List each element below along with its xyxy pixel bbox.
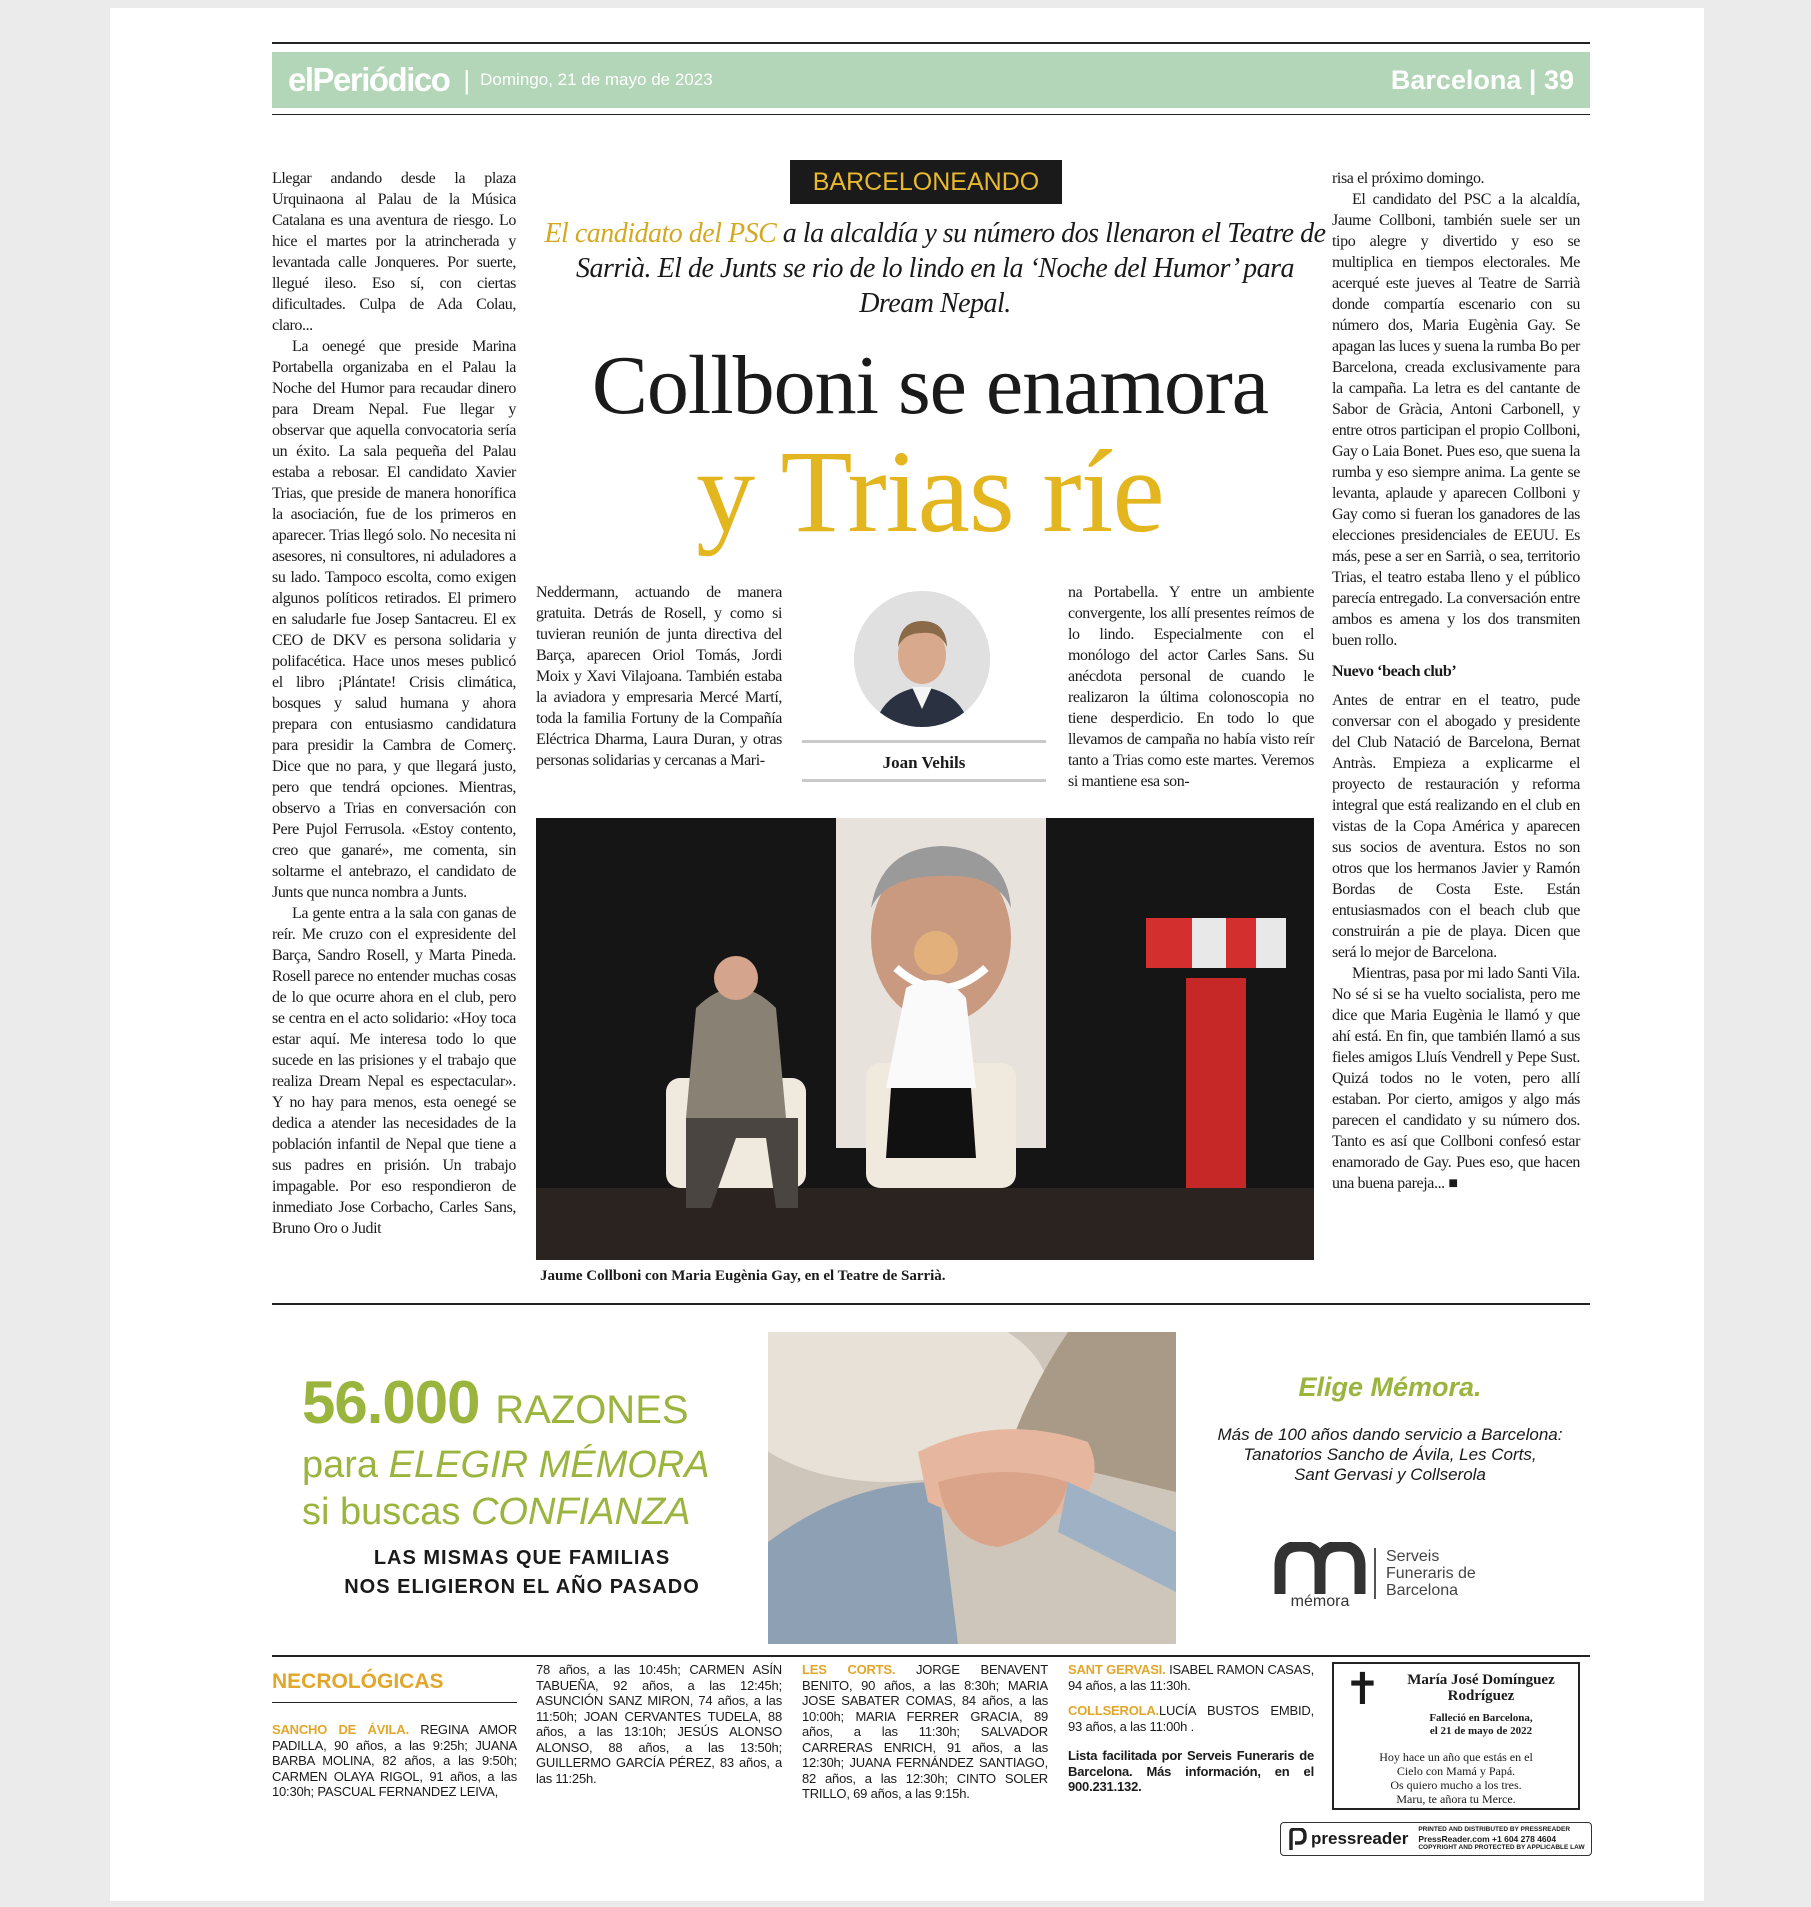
- article-photo: [536, 818, 1314, 1260]
- photo-caption: Jaume Collboni con Maria Eugènia Gay, en el Teatre de Sarrià.: [540, 1268, 946, 1284]
- paragraph: Mientras, pasa por mi lado Santi Vila. No sé si se ha vuelto socialista, pero me dice que Maria Eugènia le llamó y que ahí está. En fin, que también llamó a sus fieles amigos Lluís Vendrell y Pepe Sust. Quizá todos no le voten, pero allí estaban. Por cierto, amigos y algo más parecen el candidato y su número dos. Tanto es así que Collboni confesó estar enamorado de Gay. Pues eso, que hacen una buena pareja... ■: [1332, 965, 1580, 1192]
- paragraph: La oenegé que preside Marina Portabella organizaba en el Palau la Noche del Humor para recaudar dinero para Dream Nepal. Fue llegar y observar que aquella convocatoria sería un éxito. La sala pequeña del Palau estaba a rebosar. El candidato Xavier Trias, que preside de manera honorífica la asociación, fue de los primeros en aparecer. Trias llegó solo. No necesita ni asesores, ni consultores, ni aduladores a su lado. Tampoco escolta, como exigen algunos políticos retirados. El primero en saludarle fue Josep Santacreu. El ex CEO de DKV es persona solidaria y polifacética. Hace unos meses publicó el libro ¡Plántate! Crisis climática, bosques y salud humana y ahora prepara con entusiasmo candidatura para presidir la Cambra de Comerç. Dice que no para, y que llegará justo, pero que tendrá opciones. Mientras, observo a Trias en conversación con Pere Pujol Ferrusola. «Estoy contento, creo que ganaré», me comenta, sin soltarme el antebrazo, el candidato de Junts que nunca nombra a Junts.: [272, 338, 516, 901]
- obituary-message: Hoy hace un año que estás en el Cielo con Mamá y Papá. Os quiero mucho a los tres. Maru, te añora tu Merce.: [1379, 1750, 1533, 1806]
- memora-logo: [1270, 1542, 1370, 1611]
- necrologicas-col-3: LES CORTS. JORGE BENAVENT BENITO, 90 años, a las 8:30h; MARIA JOSE SABATER COMAS, 84 años, a las 10:00h; MARIA FERRER GRACIA, 89 años, a las 11:30h; SALVADOR CARRERAS ENRICH, 91 años, a las 12:30h; JUANA FERNÁNDEZ SANTIAGO, 82 años, a las 12:30h; CINTO SOLER TRILLO, 69 años, a las 9:15h.: [802, 1662, 1048, 1801]
- article-column-2: [536, 582, 782, 771]
- subheading: Nuevo ‘beach club’: [1332, 663, 1457, 680]
- author-byline: Joan Vehils: [802, 740, 1046, 782]
- header-rule: [272, 114, 1590, 115]
- memora-m-icon: [1274, 1542, 1366, 1594]
- ad-tagline: LAS MISMAS QUE FAMILIAS NOS ELIGIERON EL AÑO PASADO: [344, 1547, 700, 1598]
- deck-text: a la alcaldía y su número dos llenaron el Teatre de Sarrià. El de Junts se rio de lo lindo en la ‘Noche del Humor’ para Dream Nepal.: [575, 218, 1326, 319]
- pressreader-brand: pressreader: [1311, 1829, 1409, 1848]
- ad-number: 56.000: [302, 1369, 480, 1436]
- paragraph: na Portabella. Y entre un ambiente convergente, los allí presentes reímos de lo lindo. Especialmente con el monólogo del actor Carles Sans. Su anécdota personal de cuando le realizaron la última colonoscopia no tiene desperdicio. En todo lo que llevamos de campaña no había visto reír tanto a Trias como este martes. Veremos si mantiene esa son-: [1068, 584, 1314, 790]
- article-deck: [540, 216, 1330, 321]
- paragraph: El candidato del PSC a la alcaldía, Jaume Collboni, también suele ser un tipo alegre y divertido y eso se multiplica en tiempos electorales. Me acerqué este jueves al Teatre de Sarrià donde compartía escenario con su número dos, Maria Eugènia Gay. Se apagan las luces y suena la rumba Bo per Barcelona, creada exclusivamente para la campaña. La letra es del cantante de Sabor de Gràcia, Antoni Carbonell, y entre otros participan el propio Collboni, Gay o Laia Bonet. Pues eso, que suena la rumba y eso siempre anima. La gente se levanta, aplaude y aparecen Collboni y Gay como si fueran los ganadores de las elecciones presidenciales de EEUU. Es más, pese a ser en Sarrià, o sea, territorio Trias, el teatro estaba lleno y el público parecía entregado. La conversación entre ambos es amena y los dos transmiten buen rollo.: [1332, 191, 1580, 649]
- necrologicas-col-1: SANCHO DE ÁVILA. REGINA AMOR PADILLA, 90 años, a las 9:25h; JUANA BARBA MOLINA, 82 años, a las 9:50h; CARMEN OLAYA RIGOL, 91 años, a las 10:30h; PASCUAL FERNANDEZ LEIVA,: [272, 1722, 518, 1799]
- newspaper-logo: elPeriódico: [288, 61, 450, 98]
- memora-subbrand: Serveis Funeraris de Barcelona: [1374, 1548, 1476, 1599]
- article-column-3: [1068, 582, 1314, 792]
- ad-bottom-rule: [272, 1655, 1590, 1657]
- ad-slogan: Elige Mémora.: [1298, 1372, 1482, 1402]
- necrologicas-col-4: SANT GERVASI. ISABEL RAMON CASAS, 94 años, a las 11:30h. COLLSEROLA.LUCÍA BUSTOS EMBID, 93 años, a las 11:00h . Lista facilitada por Serveis Funeraris de Barcelona. Más información, en el 900.231.132.: [1068, 1662, 1315, 1794]
- hands-photo-illustration: [768, 1332, 1176, 1644]
- paragraph: risa el próximo domingo.: [1332, 170, 1485, 187]
- necrologicas-heading: NECROLÓGICAS: [272, 1670, 517, 1703]
- page-header: [272, 52, 1590, 108]
- header-section: Barcelona | 39: [1390, 64, 1574, 95]
- obituary-death: Falleció en Barcelona, el 21 de mayo de 2022: [1429, 1712, 1533, 1737]
- author-portrait: [854, 591, 990, 727]
- obituary-name: María José Domínguez Rodríguez: [1407, 1672, 1555, 1704]
- ad-photo: [768, 1332, 1176, 1644]
- stage-photo-illustration: [536, 818, 1314, 1260]
- paragraph: Antes de entrar en el teatro, pude conversar con el abogado y presidente del Club Natació de Barcelona, Bernat Antràs. Empieza a explicarme el proyecto de restauración y reforma integral que está realizando en el club en vistas de la Copa América y aparecen sus socios de aventura. Estos no son otros que los hermanos Javier y Ramón Bordas de Costa Este. Están entusiasmados con el beach club que construirán a pie de playa. Dicen que será lo mejor de Barcelona.: [1332, 692, 1580, 961]
- cross-icon: ✝: [1344, 1665, 1381, 1714]
- header-date: Domingo, 21 de mayo de 2023: [480, 70, 713, 89]
- section-kicker: BARCELONEANDO: [790, 160, 1062, 204]
- headline-line-2: y Trias ríe: [696, 426, 1164, 557]
- article-column-4: [1332, 168, 1580, 1290]
- article-bottom-rule: [272, 1303, 1590, 1305]
- ad-elegir: ELEGIR MÉMORA: [388, 1444, 710, 1486]
- top-rule: [272, 42, 1590, 44]
- article-column-1: [272, 168, 516, 1290]
- page-number: 39: [1543, 64, 1574, 95]
- ad-description: Más de 100 años dando servicio a Barcelona: Tanatorios Sancho de Ávila, Les Corts, Sant Gervasi y Collserola: [1217, 1425, 1563, 1484]
- pressreader-icon: [1287, 1828, 1307, 1850]
- pressreader-legal: PRINTED AND DISTRIBUTED BY PRESSREADER PressReader.com +1 604 278 4604 COPYRIGHT AND PROTECTED BY APPLICABLE LAW: [1418, 1826, 1585, 1851]
- ad-confianza: CONFIANZA: [470, 1491, 691, 1533]
- obituary-notice: [1332, 1662, 1580, 1810]
- paragraph: Neddermann, actuando de manera gratuita. Detrás de Rosell, y como si tuvieran reunión de junta directiva del Barça, aparecen Oriol Tomás, Jordi Moix y Xavi Vilajoana. También estaba la aviadora y empresaria Mercé Martí, toda la familia Fortuny de la Compañía Eléctrica Dharma, Laura Duran, y otras personas solidarias y cercanas a Mari-: [536, 584, 782, 769]
- paragraph: La gente entra a la sala con ganas de reír. Me cruzo con el expresidente del Barça, Sandro Rosell, y Marta Pineda. Rosell parece no entender muchas cosas de lo que ocurre ahora en el club, pero se centra en el acto solidario: «Hoy toca estar aquí. Me interesa todo lo que sucede en las prisiones y el trabajo que realiza Dream Nepal es espectacular». Y no hay para menos, esta oenegé se dedica a atender las necesidades de la población infantil de Nepal que tiene a sus padres en prisión. Un trabajo impagable. Por eso respondieron de inmediato Jose Corbacho, Carles Sans, Bruno Oro o Judit: [272, 905, 516, 1237]
- necrologicas-col-2: 78 años, a las 10:45h; CARMEN ASÍN TABUEÑA, 92 años, a las 12:45h; ASUNCIÓN SANZ MIRON, 74 años, a las 11:50h; JOAN CERVANTES TUDELA, 88 años, a las 13:10h; JESÚS ALONSO ALONSO, 88 años, a las 13:50h; GUILLERMO GARCÍA PÉREZ, 83 años, a las 11:25h.: [536, 1662, 782, 1786]
- memora-wordmark: mémora: [1290, 1593, 1350, 1610]
- ad-razones: RAZONES: [495, 1388, 689, 1432]
- pressreader-footer: [1280, 1822, 1592, 1856]
- headline-line-1: Collboni se enamora: [591, 339, 1269, 432]
- header-separator: |: [463, 64, 471, 95]
- paragraph: Llegar andando desde la plaza Urquinaona al Palau de la Música Catalana es una aventura de riesgo. Lo hice el martes por la atrincherada y levantada calle Jonqueres. Por suerte, llegué ileso. Eso sí, con ciertas dificultades. Culpa de Ada Colau, claro...: [272, 170, 516, 334]
- author-portrait-image: [854, 591, 990, 727]
- ad-headline: 56.000 RAZONES para ELEGIR MÉMORA si buscas CONFIANZA: [302, 1369, 710, 1533]
- deck-highlight: El candidato del PSC: [544, 218, 777, 249]
